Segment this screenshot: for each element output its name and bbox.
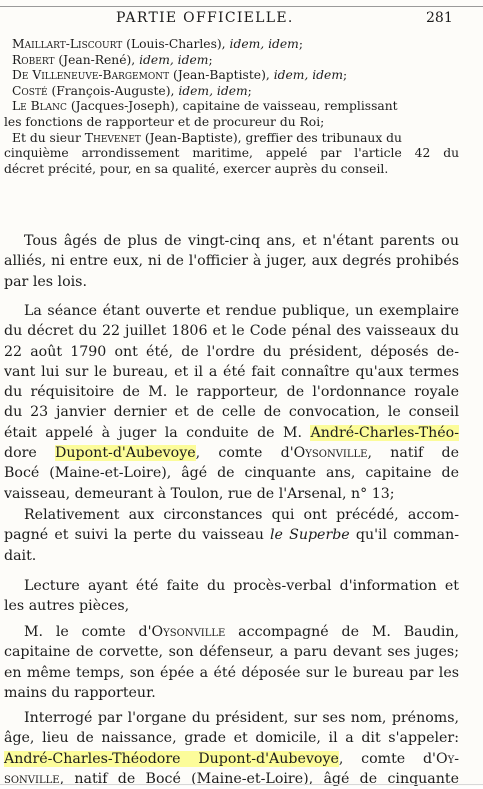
top-rule <box>0 0 483 7</box>
council-members <box>4 37 459 177</box>
text-line: du décret du 22 juillet 1806 et le Code pénal des vaisseaux du <box>4 323 459 340</box>
text-line: mains du rapporteur. <box>4 684 156 701</box>
highlighted-name: André-Charles-Théo- <box>310 424 459 441</box>
text-line: vaisseau, demeurant à Toulon, rue de l'Arsenal, n° 13; <box>4 485 395 502</box>
paragraph-interroge <box>4 708 459 789</box>
member-thevenet-cont: cinquième arrondissement maritime, appelé par l'article 42 du <box>4 146 459 161</box>
member-line: Costé (François-Auguste), idem, idem; <box>12 83 252 98</box>
highlighted-name: André-Charles-Théodore Dupont-d'Aubevoye <box>4 750 339 767</box>
text-line: vant lui sur le bureau, et il a été fait connaître qu'aux termes <box>4 363 459 380</box>
page-number: 281 <box>426 10 453 26</box>
text-line: âge, lieu de naissance, grade et domicile, il a dit s'appeler: <box>4 730 459 747</box>
page-header <box>0 10 483 30</box>
bottom-rule <box>0 784 483 785</box>
text-line: 22 août 1790 ont été, de l'ordre du président, déposés de- <box>4 343 459 360</box>
text-line: par les lois. <box>4 273 87 290</box>
paragraph-comte <box>4 622 459 703</box>
text-line: sonville, natif de Bocé (Maine-et-Loire), âgé de cinquante <box>4 770 459 787</box>
running-head: PARTIE OFFICIELLE. <box>116 10 294 26</box>
text-line: en même temps, son épée a été déposée sur le bureau par les <box>4 664 459 681</box>
paragraph-ages <box>4 231 459 292</box>
member-line: De Villeneuve-Bargemont (Jean-Baptiste), idem, idem; <box>12 68 348 83</box>
text-line: du 23 janvier dernier et de celle de convocation, le conseil <box>4 404 459 421</box>
text-line: était appelé à juger la conduite de M. André-Charles-Théo- <box>4 424 459 441</box>
member-line: Robert (Jean-René), idem, idem; <box>12 52 213 67</box>
text-line: Tous âgés de plus de vingt-cinq ans, et n'étant parents ou <box>24 233 459 249</box>
text-line: capitaine de corvette, son défenseur, a paru devant ses juges; <box>4 644 459 661</box>
highlighted-name: Dupont-d'Aubevoye <box>55 445 196 462</box>
text-line: alliés, ni entre eux, ni de l'officier à juger, aux degrés prohibés <box>4 253 459 270</box>
paragraph-lecture <box>4 576 459 617</box>
paragraph-seance <box>4 301 459 504</box>
text-line: pagné et suivi la perte du vaisseau le Superbe qu'il comman- <box>4 527 459 544</box>
text-line: Lecture ayant été faite du procès-verbal d'information et <box>24 578 459 594</box>
member-line: Maillart-Liscourt (Louis-Charles), idem, idem; <box>12 37 303 51</box>
text-line: Relativement aux circonstances qui ont précédé, accom- <box>24 507 459 523</box>
member-leblanc-cont: les fonctions de rapporteur et de procureur du Roi; <box>4 114 325 129</box>
text-line: M. le comte d'Oysonville accompagné de M. Baudin, <box>24 624 460 640</box>
member-leblanc: Le Blanc (Jacques-Joseph), capitaine de vaisseau, remplissant <box>12 99 398 114</box>
member-thevenet-cont: décret précité, pour, en sa qualité, exercer auprès du conseil. <box>4 161 389 176</box>
text-line: André-Charles-Théodore Dupont-d'Aubevoye, comte d'Oy- <box>4 750 459 767</box>
text-line: les autres pièces, <box>4 598 130 615</box>
paragraph-relativement <box>4 505 459 566</box>
text-line: La séance étant ouverte et rendue publique, un exemplaire <box>24 303 459 319</box>
text-line: dait. <box>4 547 37 564</box>
member-thevenet: Et du sieur Thevenet (Jean-Baptiste), greffier des tribunaux du <box>12 130 402 145</box>
text-line: Bocé (Maine-et-Loire), âgé de cinquante ans, capitaine de <box>4 465 459 482</box>
text-line: Interrogé par l'organe du président, sur ses nom, prénoms, <box>24 710 459 726</box>
text-line: dore Dupont-d'Aubevoye, comte d'Oysonville, natif de <box>4 445 460 462</box>
text-line: du réquisitoire de M. le rapporteur, de l'ordonnance royale <box>4 384 459 401</box>
